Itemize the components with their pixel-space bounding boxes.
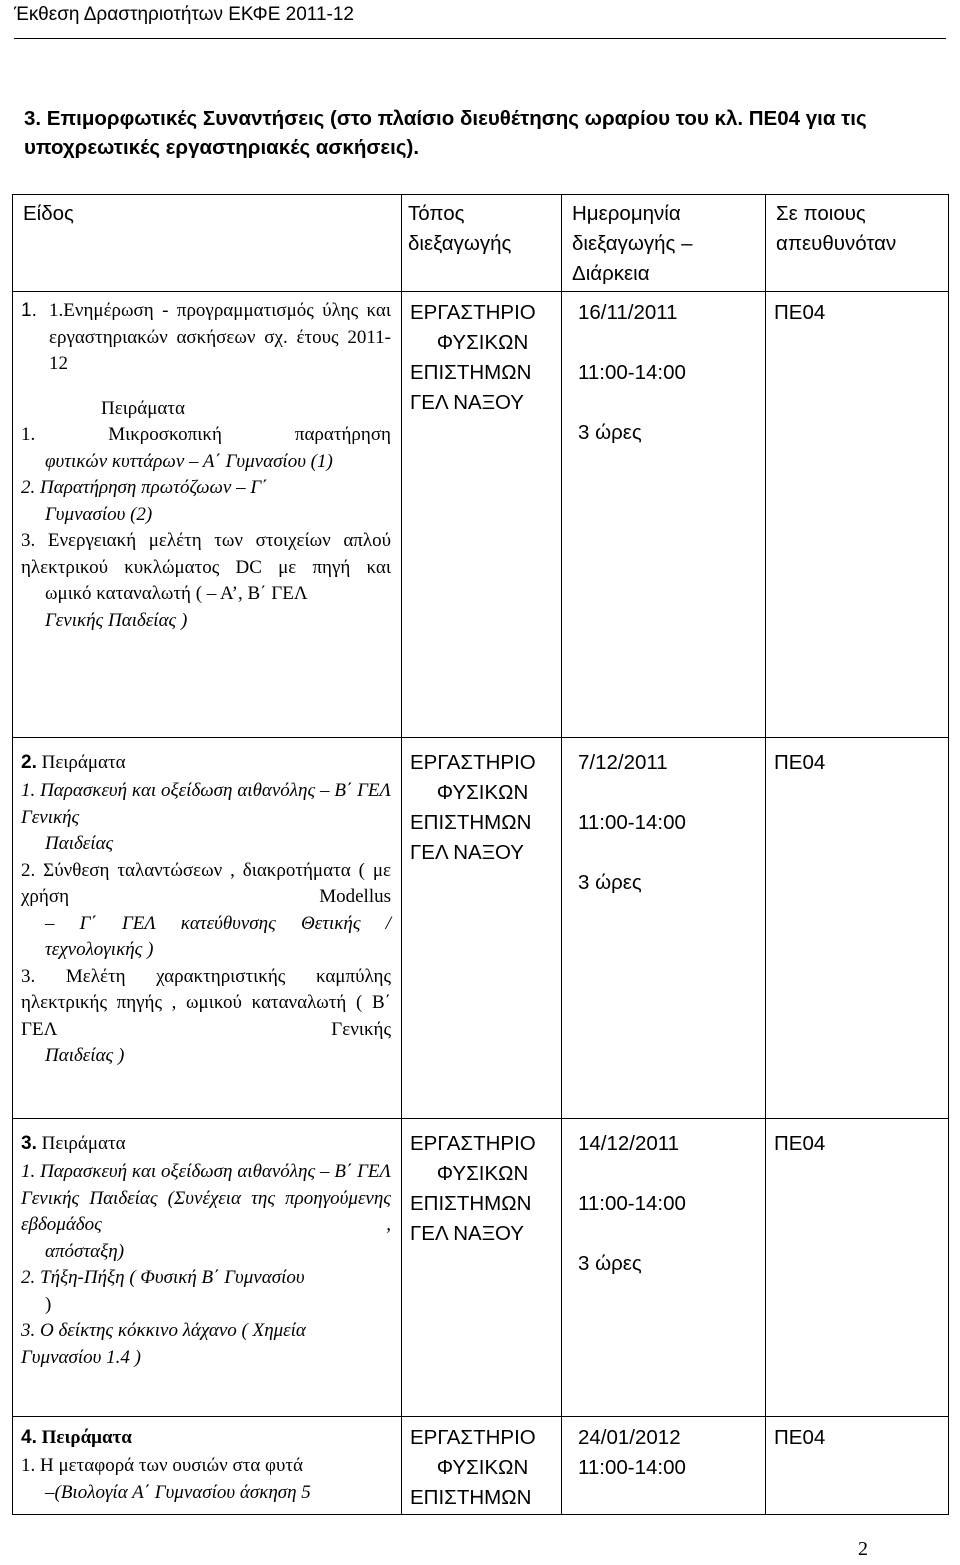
place-cell: [402, 292, 562, 738]
header-audience-cell: [766, 195, 949, 292]
experiments-cell: [13, 738, 402, 1119]
experiments-list: 4. Πειράματα 1. Η μεταφορά των ουσιών στα φυτά –(Βιολογία Α΄ Γυμνασίου άσκηση 5: [21, 1427, 311, 1503]
date-cell: [562, 738, 766, 1119]
header-type: Είδος: [23, 202, 74, 225]
audience-cell: [766, 1417, 949, 1515]
table-row: [13, 738, 949, 1119]
experiments-cell: [13, 1417, 402, 1515]
date-duration: 7/12/2011 11:00-14:00 3 ώρες: [578, 751, 686, 894]
header-date-cell: [562, 195, 766, 292]
date-duration: 16/11/2011 11:00-14:00 3 ώρες: [578, 301, 686, 444]
place-cell: [402, 738, 562, 1119]
header-date: Ημερομηνία διεξαγωγής – Διάρκεια: [572, 202, 693, 285]
header-place: Τόπος διεξαγωγής: [408, 202, 512, 255]
experiments-cell: [13, 292, 402, 738]
page-number: 2: [858, 1538, 868, 1560]
header-rule: [14, 38, 946, 39]
audience-cell: [766, 1119, 949, 1417]
table-row: [13, 292, 949, 738]
date-cell: [562, 292, 766, 738]
place: ΕΡΓΑΣΤΗΡΙΟ ΦΥΣΙΚΩΝ ΕΠΙΣΤΗΜΩΝ ΓΕΛ ΝΑΞΟΥ: [410, 301, 536, 414]
place: ΕΡΓΑΣΤΗΡΙΟ ΦΥΣΙΚΩΝ ΕΠΙΣΤΗΜΩΝ: [410, 1426, 536, 1509]
table-row: [13, 1417, 949, 1515]
header-type-cell: [13, 195, 402, 292]
header-place-cell: [402, 195, 562, 292]
place-cell: [402, 1119, 562, 1417]
audience: ΠΕ04: [774, 1132, 826, 1155]
place-cell: [402, 1417, 562, 1515]
place: ΕΡΓΑΣΤΗΡΙΟ ΦΥΣΙΚΩΝ ΕΠΙΣΤΗΜΩΝ ΓΕΛ ΝΑΞΟΥ: [410, 1132, 536, 1245]
audience-cell: [766, 738, 949, 1119]
training-sessions-table: [12, 194, 949, 1515]
audience: ΠΕ04: [774, 301, 826, 324]
audience-cell: [766, 292, 949, 738]
experiments-list: 2. Πειράματα 1. Παρασκευή και οξείδωση αιθανόλης – Β΄ ΓΕΛ Γενικής Παιδείας 2. Σύνθεση ταλαντώσεων , διακροτήματα ( με χρήση Modellus – Γ΄ ΓΕΛ κατεύθυνσης Θετικής / τεχνολογικής ) 3. Μελέτη χαρακτηριστικής καμπύλης ηλεκτρικής πηγής , ωμικού καταναλωτή ( Β΄ ΓΕΛ Γενικής Παιδείας ): [21, 752, 391, 1066]
document-header-title: Έκθεση Δραστηριοτήτων ΕΚΦΕ 2011-12: [14, 4, 354, 25]
experiments-list: 1. 1.Ενημέρωση - προγραμματισμός ύλης και εργαστηριακών ασκήσεων σχ. έτους 2011-12 Πειράματα 1. Μικροσκοπική παρατήρηση φυτικών κυττάρων – Α΄ Γυμνασίου (1) 2. Παρατήρηση πρωτόζωων – Γ΄ Γυμνασίου (2) 3. Ενεργειακή μελέτη των στοιχείων απλού ηλεκτρικού κυκλώματος DC με πηγή και ωμικό καταναλωτή ( – Α’, Β΄ ΓΕΛ Γενικής Παιδείας ): [21, 300, 391, 631]
experiments-cell: [13, 1119, 402, 1417]
experiments-list: 3. Πειράματα 1. Παρασκευή και οξείδωση αιθανόλης – Β΄ ΓΕΛ Γενικής Παιδείας (Συνέχεια της προηγούμενης εβδομάδος , απόσταξη) 2. Τήξη-Πήξη ( Φυσική Β΄ Γυμνασίου ) 3. Ο δείκτης κόκκινο λάχανο ( Χημεία Γυμνασίου 1.4 ): [21, 1133, 391, 1368]
table-header-row: [13, 195, 949, 292]
audience: ΠΕ04: [774, 1426, 826, 1449]
date-duration: 14/12/2011 11:00-14:00 3 ώρες: [578, 1132, 686, 1275]
date-cell: [562, 1119, 766, 1417]
place: ΕΡΓΑΣΤΗΡΙΟ ΦΥΣΙΚΩΝ ΕΠΙΣΤΗΜΩΝ ΓΕΛ ΝΑΞΟΥ: [410, 751, 536, 864]
table-row: [13, 1119, 949, 1417]
date-cell: [562, 1417, 766, 1515]
date-duration: 24/01/2012 11:00-14:00: [578, 1426, 686, 1479]
audience: ΠΕ04: [774, 751, 826, 774]
header-audience: Σε ποιους απευθυνόταν: [776, 202, 897, 255]
section-heading: 3. Επιμορφωτικές Συναντήσεις (στο πλαίσιο διευθέτησης ωραρίου του κλ. ΠΕ04 για τις υποχρεωτικές εργαστηριακές ασκήσεις).: [24, 107, 867, 159]
